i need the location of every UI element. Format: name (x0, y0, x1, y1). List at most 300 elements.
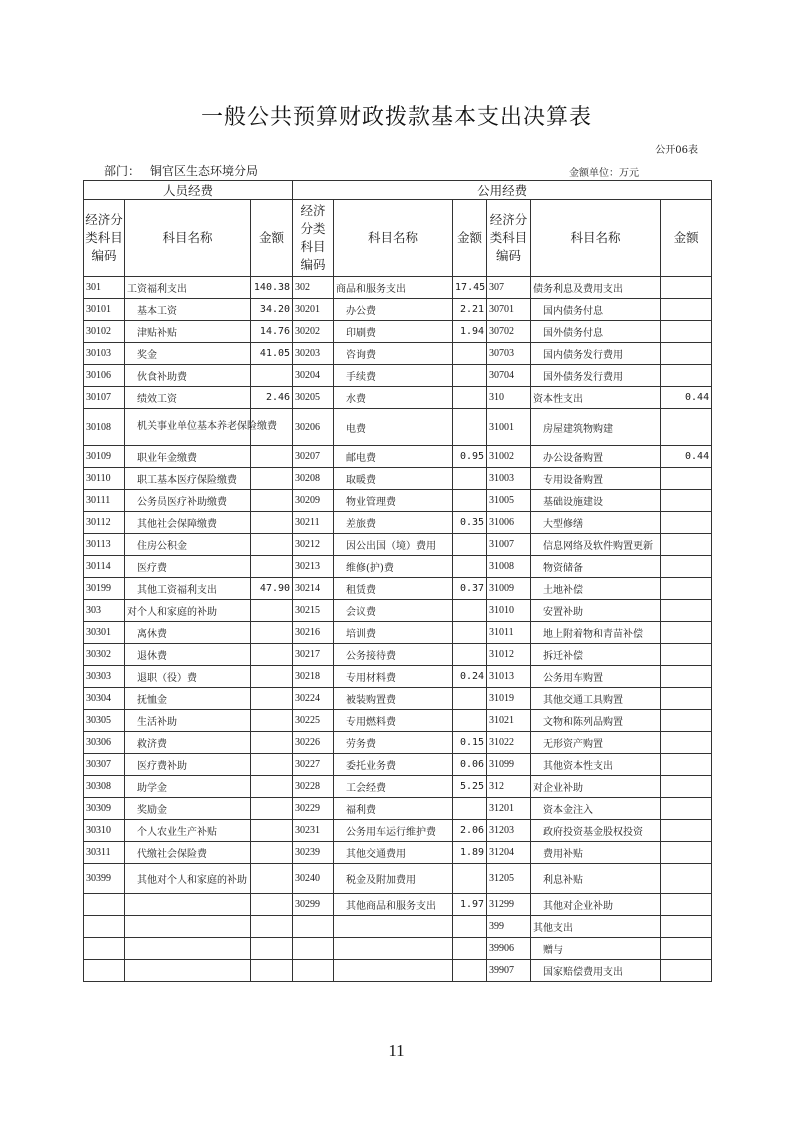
cell-name: 维修(护)费 (334, 556, 453, 578)
cell-amount (661, 578, 712, 600)
cell-name: 信息网络及软件购置更新 (531, 534, 661, 556)
cell-name: 医疗费补助 (125, 754, 251, 776)
cell-amount (661, 710, 712, 732)
cell-code: 30399 (84, 864, 125, 894)
cell-amount (251, 468, 293, 490)
cell-name: 其他社会保障缴费 (125, 512, 251, 534)
table-row (84, 938, 712, 960)
cell-amount: 1.89 (453, 842, 487, 864)
cell-code: 30103 (84, 343, 125, 365)
cell-code: 30107 (84, 387, 125, 409)
cell-code: 31201 (487, 798, 531, 820)
cell-name: 手续费 (334, 365, 453, 387)
cell-code (293, 916, 334, 938)
cell-code: 30199 (84, 578, 125, 600)
cell-name (125, 938, 251, 960)
department-name: 铜官区生态环境分局 (150, 164, 259, 178)
cell-amount (453, 600, 487, 622)
cell-amount: 5.25 (453, 776, 487, 798)
header-amount: 金额 (251, 200, 293, 277)
section-public: 公用经费 (293, 181, 712, 200)
cell-name: 无形资产购置 (531, 732, 661, 754)
cell-name: 其他支出 (531, 916, 661, 938)
cell-name: 取暖费 (334, 468, 453, 490)
cell-amount (661, 556, 712, 578)
cell-code: 30226 (293, 732, 334, 754)
header-amount: 金额 (661, 200, 712, 277)
cell-code: 30216 (293, 622, 334, 644)
cell-code: 30111 (84, 490, 125, 512)
cell-name: 税金及附加费用 (334, 864, 453, 894)
cell-amount (661, 938, 712, 960)
cell-name: 其他工资福利支出 (125, 578, 251, 600)
cell-name: 国内债务发行费用 (531, 343, 661, 365)
table-row (84, 732, 712, 754)
cell-name: 租赁费 (334, 578, 453, 600)
header-name: 科目名称 (334, 200, 453, 277)
table-row (84, 600, 712, 622)
cell-amount (453, 534, 487, 556)
cell-code: 30304 (84, 688, 125, 710)
cell-amount (251, 864, 293, 894)
cell-amount (661, 666, 712, 688)
cell-code: 30704 (487, 365, 531, 387)
cell-code: 30306 (84, 732, 125, 754)
table-row (84, 534, 712, 556)
cell-code: 30202 (293, 321, 334, 343)
cell-code: 30305 (84, 710, 125, 732)
cell-amount (251, 754, 293, 776)
header-code: 经济分类科目编码 (84, 200, 125, 277)
cell-code: 30310 (84, 820, 125, 842)
table-row (84, 622, 712, 644)
cell-code: 30203 (293, 343, 334, 365)
cell-name: 伙食补助费 (125, 365, 251, 387)
cell-name: 其他交通工具购置 (531, 688, 661, 710)
cell-name: 水费 (334, 387, 453, 409)
cell-code: 30112 (84, 512, 125, 534)
cell-amount (453, 644, 487, 666)
cell-name: 差旅费 (334, 512, 453, 534)
cell-name: 邮电费 (334, 446, 453, 468)
cell-amount: 0.35 (453, 512, 487, 534)
cell-code: 30228 (293, 776, 334, 798)
cell-amount (453, 387, 487, 409)
cell-code: 31022 (487, 732, 531, 754)
cell-amount (661, 644, 712, 666)
cell-name: 土地补偿 (531, 578, 661, 600)
cell-code: 30702 (487, 321, 531, 343)
cell-name: 公务员医疗补助缴费 (125, 490, 251, 512)
expenditure-table (83, 180, 712, 982)
cell-code: 303 (84, 600, 125, 622)
header-name: 科目名称 (531, 200, 661, 277)
cell-amount: 34.20 (251, 299, 293, 321)
cell-code: 30211 (293, 512, 334, 534)
cell-code: 30101 (84, 299, 125, 321)
cell-amount: 17.45 (453, 277, 487, 299)
table-row (84, 321, 712, 343)
cell-amount (661, 864, 712, 894)
cell-code: 30227 (293, 754, 334, 776)
cell-amount: 14.76 (251, 321, 293, 343)
cell-name (125, 960, 251, 982)
cell-name: 福利费 (334, 798, 453, 820)
cell-name: 国内债务付息 (531, 299, 661, 321)
cell-code (84, 894, 125, 916)
cell-amount: 0.06 (453, 754, 487, 776)
cell-name: 公务接待费 (334, 644, 453, 666)
cell-code (84, 916, 125, 938)
cell-name: 物资储备 (531, 556, 661, 578)
cell-name: 电费 (334, 409, 453, 446)
cell-code: 302 (293, 277, 334, 299)
cell-name (334, 916, 453, 938)
cell-code: 30309 (84, 798, 125, 820)
cell-amount (251, 534, 293, 556)
cell-name: 国外债务付息 (531, 321, 661, 343)
cell-amount (453, 710, 487, 732)
cell-name: 印刷费 (334, 321, 453, 343)
cell-code: 30106 (84, 365, 125, 387)
cell-amount (251, 916, 293, 938)
cell-name: 救济费 (125, 732, 251, 754)
cell-code: 31019 (487, 688, 531, 710)
cell-amount (251, 490, 293, 512)
cell-amount (661, 600, 712, 622)
cell-name: 国外债务发行费用 (531, 365, 661, 387)
cell-amount (251, 688, 293, 710)
cell-code: 30311 (84, 842, 125, 864)
table-row (84, 960, 712, 982)
cell-name: 培训费 (334, 622, 453, 644)
cell-code: 30217 (293, 644, 334, 666)
cell-name: 退职（役）费 (125, 666, 251, 688)
cell-name: 拆迁补偿 (531, 644, 661, 666)
cell-name: 公务用车运行维护费 (334, 820, 453, 842)
cell-amount (661, 468, 712, 490)
table-row (84, 894, 712, 916)
table-row (84, 578, 712, 600)
cell-name: 奖励金 (125, 798, 251, 820)
cell-amount (661, 894, 712, 916)
cell-amount (661, 409, 712, 446)
column-header-row (84, 200, 712, 277)
cell-name: 个人农业生产补贴 (125, 820, 251, 842)
cell-name: 国家赔偿费用支出 (531, 960, 661, 982)
cell-name: 利息补贴 (531, 864, 661, 894)
cell-amount (251, 365, 293, 387)
cell-name: 会议费 (334, 600, 453, 622)
cell-amount (251, 512, 293, 534)
cell-amount (251, 938, 293, 960)
cell-code: 30102 (84, 321, 125, 343)
table-row (84, 343, 712, 365)
cell-code: 31013 (487, 666, 531, 688)
table-row (84, 798, 712, 820)
cell-name (125, 916, 251, 938)
cell-code: 31009 (487, 578, 531, 600)
cell-amount (661, 343, 712, 365)
cell-amount (453, 960, 487, 982)
cell-code: 30299 (293, 894, 334, 916)
cell-amount (661, 754, 712, 776)
cell-code: 307 (487, 277, 531, 299)
cell-code: 31005 (487, 490, 531, 512)
cell-code (84, 938, 125, 960)
cell-name: 津贴补贴 (125, 321, 251, 343)
cell-name: 劳务费 (334, 732, 453, 754)
cell-code: 30302 (84, 644, 125, 666)
cell-amount (661, 299, 712, 321)
table-row (84, 468, 712, 490)
cell-code: 30703 (487, 343, 531, 365)
cell-name: 离休费 (125, 622, 251, 644)
cell-code: 31205 (487, 864, 531, 894)
cell-amount (251, 960, 293, 982)
cell-code: 30109 (84, 446, 125, 468)
cell-name: 其他商品和服务支出 (334, 894, 453, 916)
amount-unit: 金额单位：万元 (569, 168, 639, 179)
cell-amount (661, 960, 712, 982)
cell-code: 31006 (487, 512, 531, 534)
cell-code: 301 (84, 277, 125, 299)
cell-name (334, 938, 453, 960)
cell-name: 专用材料费 (334, 666, 453, 688)
cell-amount (453, 556, 487, 578)
cell-code: 30204 (293, 365, 334, 387)
cell-name: 职工基本医疗保险缴费 (125, 468, 251, 490)
cell-name: 大型修缮 (531, 512, 661, 534)
cell-amount (661, 321, 712, 343)
cell-amount (453, 343, 487, 365)
cell-amount (661, 916, 712, 938)
cell-code: 30214 (293, 578, 334, 600)
page-title: 一般公共预算财政拨款基本支出决算表 (200, 105, 592, 130)
cell-name: 机关事业单位基本养老保险缴费 (125, 409, 251, 446)
cell-amount: 0.24 (453, 666, 487, 688)
cell-amount (661, 776, 712, 798)
table-row (84, 754, 712, 776)
cell-amount (251, 894, 293, 916)
cell-amount: 1.94 (453, 321, 487, 343)
cell-name: 房屋建筑物购建 (531, 409, 661, 446)
cell-code: 30307 (84, 754, 125, 776)
cell-amount (251, 446, 293, 468)
cell-name: 赠与 (531, 938, 661, 960)
cell-name: 住房公积金 (125, 534, 251, 556)
table-row (84, 710, 712, 732)
cell-amount (661, 365, 712, 387)
cell-amount (251, 622, 293, 644)
cell-amount (453, 468, 487, 490)
cell-amount (251, 556, 293, 578)
cell-name: 专用燃料费 (334, 710, 453, 732)
cell-amount (251, 820, 293, 842)
cell-code: 30113 (84, 534, 125, 556)
cell-code: 30110 (84, 468, 125, 490)
cell-amount (453, 365, 487, 387)
cell-name: 代缴社会保险费 (125, 842, 251, 864)
cell-name: 抚恤金 (125, 688, 251, 710)
cell-name: 办公设备购置 (531, 446, 661, 468)
cell-code: 30224 (293, 688, 334, 710)
cell-amount (251, 798, 293, 820)
cell-amount (453, 864, 487, 894)
cell-name: 其他对个人和家庭的补助 (125, 864, 251, 894)
cell-name: 债务利息及费用支出 (531, 277, 661, 299)
cell-code: 30301 (84, 622, 125, 644)
cell-amount (453, 916, 487, 938)
cell-name: 商品和服务支出 (334, 277, 453, 299)
cell-code: 31299 (487, 894, 531, 916)
cell-code: 30239 (293, 842, 334, 864)
cell-code: 30229 (293, 798, 334, 820)
cell-name: 助学金 (125, 776, 251, 798)
cell-amount (453, 490, 487, 512)
cell-name (334, 960, 453, 982)
cell-amount (661, 820, 712, 842)
table-row (84, 490, 712, 512)
section-personnel: 人员经费 (84, 181, 293, 200)
cell-name: 费用补贴 (531, 842, 661, 864)
cell-name: 对企业补助 (531, 776, 661, 798)
cell-code: 30701 (487, 299, 531, 321)
cell-code: 30209 (293, 490, 334, 512)
cell-code (293, 938, 334, 960)
cell-name: 基本工资 (125, 299, 251, 321)
table-row (84, 864, 712, 894)
cell-name: 奖金 (125, 343, 251, 365)
cell-name: 专用设备购置 (531, 468, 661, 490)
cell-amount (661, 622, 712, 644)
cell-name: 其他交通费用 (334, 842, 453, 864)
cell-code: 30303 (84, 666, 125, 688)
cell-code: 30212 (293, 534, 334, 556)
table-row (84, 916, 712, 938)
cell-code: 39907 (487, 960, 531, 982)
cell-code: 30213 (293, 556, 334, 578)
table-row (84, 365, 712, 387)
cell-code: 30206 (293, 409, 334, 446)
cell-amount: 140.38 (251, 277, 293, 299)
table-row (84, 820, 712, 842)
cell-code: 31204 (487, 842, 531, 864)
cell-code: 30225 (293, 710, 334, 732)
cell-name: 文物和陈列品购置 (531, 710, 661, 732)
page-number: 11 (388, 1041, 405, 1060)
form-number: 公开06表 (655, 145, 698, 156)
cell-code (84, 960, 125, 982)
cell-amount (661, 512, 712, 534)
department-line (104, 162, 258, 179)
cell-amount (251, 842, 293, 864)
cell-name: 医疗费 (125, 556, 251, 578)
cell-name: 公务用车购置 (531, 666, 661, 688)
cell-code: 31021 (487, 710, 531, 732)
cell-name: 物业管理费 (334, 490, 453, 512)
cell-amount: 1.97 (453, 894, 487, 916)
table-row (84, 644, 712, 666)
header-code: 经济分类科目编码 (293, 200, 334, 277)
cell-code: 30218 (293, 666, 334, 688)
section-header-row (84, 181, 712, 200)
table-row (84, 688, 712, 710)
cell-code: 30231 (293, 820, 334, 842)
cell-amount: 2.21 (453, 299, 487, 321)
cell-amount (251, 600, 293, 622)
cell-amount (251, 666, 293, 688)
cell-code: 30108 (84, 409, 125, 446)
cell-amount (661, 277, 712, 299)
cell-code: 31007 (487, 534, 531, 556)
table-row (84, 842, 712, 864)
cell-name: 工资福利支出 (125, 277, 251, 299)
cell-amount (453, 688, 487, 710)
cell-name: 咨询费 (334, 343, 453, 365)
cell-code: 30207 (293, 446, 334, 468)
cell-name: 退休费 (125, 644, 251, 666)
cell-code: 30114 (84, 556, 125, 578)
cell-amount (453, 798, 487, 820)
cell-amount (251, 644, 293, 666)
cell-amount (661, 842, 712, 864)
cell-amount (661, 534, 712, 556)
cell-code: 30308 (84, 776, 125, 798)
cell-code (293, 960, 334, 982)
cell-code: 399 (487, 916, 531, 938)
cell-code: 31203 (487, 820, 531, 842)
cell-amount: 0.95 (453, 446, 487, 468)
cell-code: 31008 (487, 556, 531, 578)
cell-code: 31010 (487, 600, 531, 622)
cell-amount (251, 732, 293, 754)
cell-amount: 47.90 (251, 578, 293, 600)
cell-name: 因公出国（境）费用 (334, 534, 453, 556)
cell-name (125, 894, 251, 916)
cell-amount: 0.15 (453, 732, 487, 754)
cell-amount: 2.46 (251, 387, 293, 409)
table-row (84, 446, 712, 468)
cell-code: 30205 (293, 387, 334, 409)
department-label: 部门： (104, 164, 141, 178)
table-row (84, 666, 712, 688)
cell-amount (453, 622, 487, 644)
cell-amount (661, 732, 712, 754)
cell-code: 31002 (487, 446, 531, 468)
cell-amount (251, 776, 293, 798)
cell-name: 办公费 (334, 299, 453, 321)
cell-name: 生活补助 (125, 710, 251, 732)
cell-amount: 0.44 (661, 387, 712, 409)
cell-name: 委托业务费 (334, 754, 453, 776)
table-row (84, 277, 712, 299)
cell-code: 31011 (487, 622, 531, 644)
table-row (84, 556, 712, 578)
cell-code: 30215 (293, 600, 334, 622)
cell-code: 312 (487, 776, 531, 798)
cell-name: 安置补助 (531, 600, 661, 622)
cell-name: 其他对企业补助 (531, 894, 661, 916)
cell-name: 职业年金缴费 (125, 446, 251, 468)
cell-name: 其他资本性支出 (531, 754, 661, 776)
table-row (84, 776, 712, 798)
cell-code: 310 (487, 387, 531, 409)
cell-name: 地上附着物和青苗补偿 (531, 622, 661, 644)
cell-name: 绩效工资 (125, 387, 251, 409)
cell-amount (453, 409, 487, 446)
header-amount: 金额 (453, 200, 487, 277)
